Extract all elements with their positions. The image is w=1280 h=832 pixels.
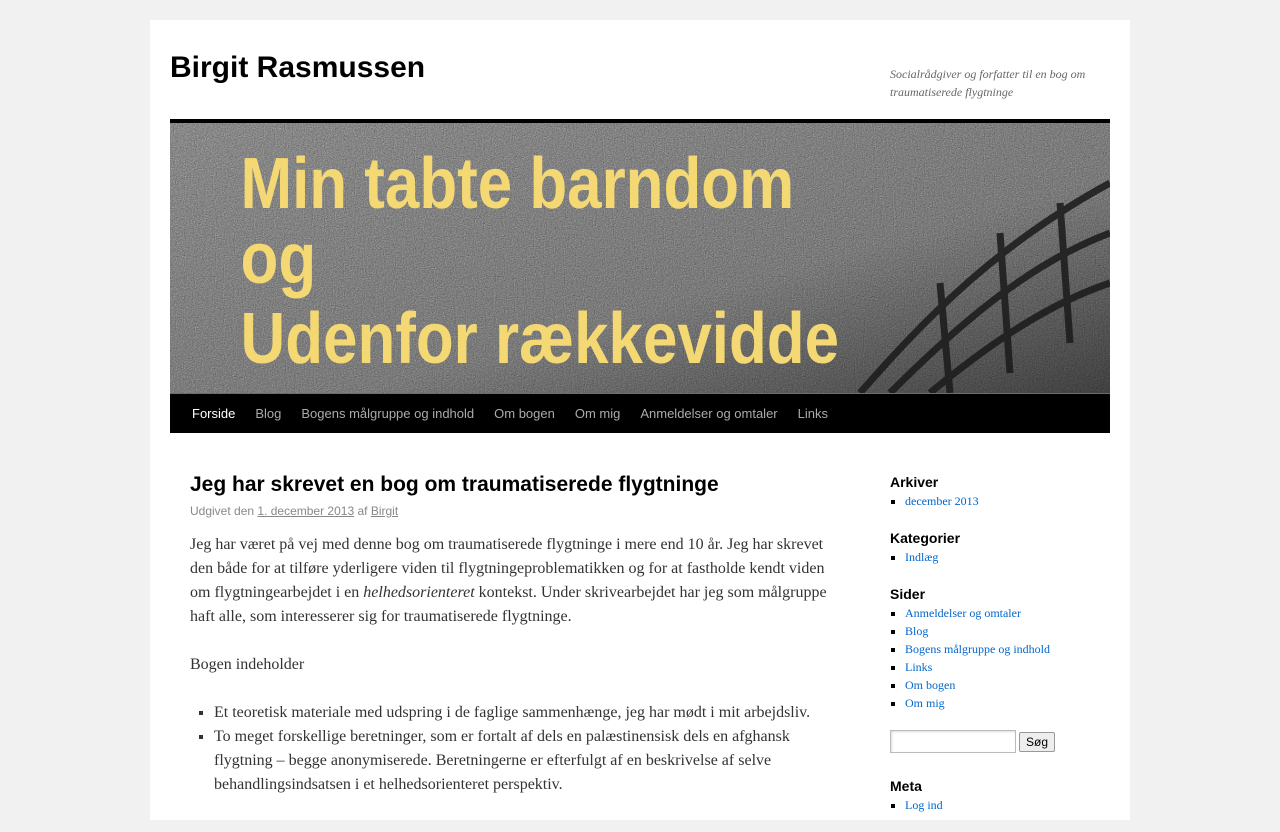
nav-link[interactable]: Om mig [574, 406, 621, 421]
nav-link[interactable]: Anmeldelser og omtaler [640, 406, 778, 421]
page-link[interactable]: Om mig [905, 696, 945, 710]
post-title[interactable]: Jeg har skrevet en bog om traumatiserede flygtninge [190, 473, 719, 496]
categories-widget [890, 528, 1110, 566]
post-author-link[interactable]: Birgit [370, 504, 399, 518]
banner-line-1: Min tabte barndom [240, 143, 795, 225]
post [190, 472, 830, 797]
list-item [905, 640, 1110, 658]
main-navigation [170, 394, 1110, 433]
search-form [890, 730, 1110, 753]
list-item [905, 694, 1110, 712]
search-button[interactable]: Søg [1019, 732, 1055, 752]
login-link[interactable]: Log ind [905, 798, 943, 812]
nav-item-om-mig[interactable] [565, 394, 631, 433]
nav-item-links[interactable] [788, 394, 838, 433]
post-date-link[interactable]: 1. december 2013 [257, 504, 355, 518]
list-item [905, 658, 1110, 676]
nav-item-bogens-malgruppe[interactable] [291, 394, 484, 433]
list-item [905, 604, 1110, 622]
list-item [905, 622, 1110, 640]
nav-link[interactable]: Forside [192, 406, 236, 421]
list-item [905, 676, 1110, 694]
banner-line-3: Udenfor rækkevidde [240, 298, 840, 380]
page-link[interactable]: Blog [905, 624, 929, 638]
nav-item-blog[interactable] [245, 394, 291, 433]
banner-image [170, 123, 1110, 393]
meta-published-label: Udgivet den [190, 504, 255, 518]
list-item [905, 796, 1110, 814]
page-link[interactable]: Links [905, 660, 933, 674]
archives-widget [890, 472, 1110, 510]
site-description: Socialrådgiver og forfatter til en bog om traumatiserede flygtninge [890, 67, 1086, 99]
archive-link[interactable]: december 2013 [905, 494, 979, 508]
list-item [905, 492, 1110, 510]
page-link[interactable]: Bogens målgruppe og indhold [905, 642, 1050, 656]
post-paragraph: Jeg har været på vej med denne bog om traumatiserede flygtninge i mere end 10 år. Jeg har skrevet den både for at tilføre yderligere viden til flygtningeproblematikken og for at fastholde kendt viden om flygtningearbejdet i en helhedsorienteret kontekst. Under skrivearbejdet har jeg som målgruppe haft alle, som interesserer sig for traumatiserede flygtninge. [190, 536, 827, 625]
banner-line-2: og [240, 218, 317, 300]
sidebar [890, 472, 1110, 832]
widget-title: Meta [890, 778, 922, 794]
search-input[interactable] [890, 730, 1016, 753]
nav-item-anmeldelser[interactable] [630, 394, 787, 433]
list-item: ▪ To meget forskellige beretninger, som er fortalt af dels en palæstinensisk dels en afghansk flygtning – begge anonymiserede. Beretningerne er efterfulgt af en beskrivelse af selve behandlingsindsatsen i et helhedsorienteret perspektiv. [214, 725, 830, 797]
widget-title: Arkiver [890, 474, 939, 490]
page-link[interactable]: Om bogen [905, 678, 956, 692]
nav-link[interactable]: Bogens målgruppe og indhold [301, 406, 475, 421]
meta-by-label: af [357, 504, 368, 518]
post-content [190, 533, 830, 797]
widget-title: Kategorier [890, 530, 961, 546]
nav-link[interactable]: Blog [255, 406, 282, 421]
meta-widget [890, 776, 1110, 814]
nav-item-om-bogen[interactable] [484, 394, 565, 433]
header-banner [170, 119, 1110, 397]
category-link[interactable]: Indlæg [905, 550, 939, 564]
page-link[interactable]: Anmeldelser og omtaler [905, 606, 1021, 620]
site-title[interactable]: Birgit Rasmussen [170, 51, 426, 84]
pages-widget [890, 584, 1110, 712]
nav-link[interactable]: Links [797, 406, 828, 421]
page-wrapper [150, 20, 1130, 820]
list-item [905, 548, 1110, 566]
widget-title: Sider [890, 586, 926, 602]
list-item: ▪ Et teoretisk materiale med udspring i de faglige sammenhænge, jeg har mødt i mit arbejdsliv. [214, 701, 830, 725]
nav-item-forside[interactable] [182, 394, 245, 433]
post-list [190, 701, 830, 797]
nav-link[interactable]: Om bogen [494, 406, 555, 421]
post-paragraph: Bogen indeholder [190, 656, 305, 673]
post-meta [190, 504, 830, 518]
